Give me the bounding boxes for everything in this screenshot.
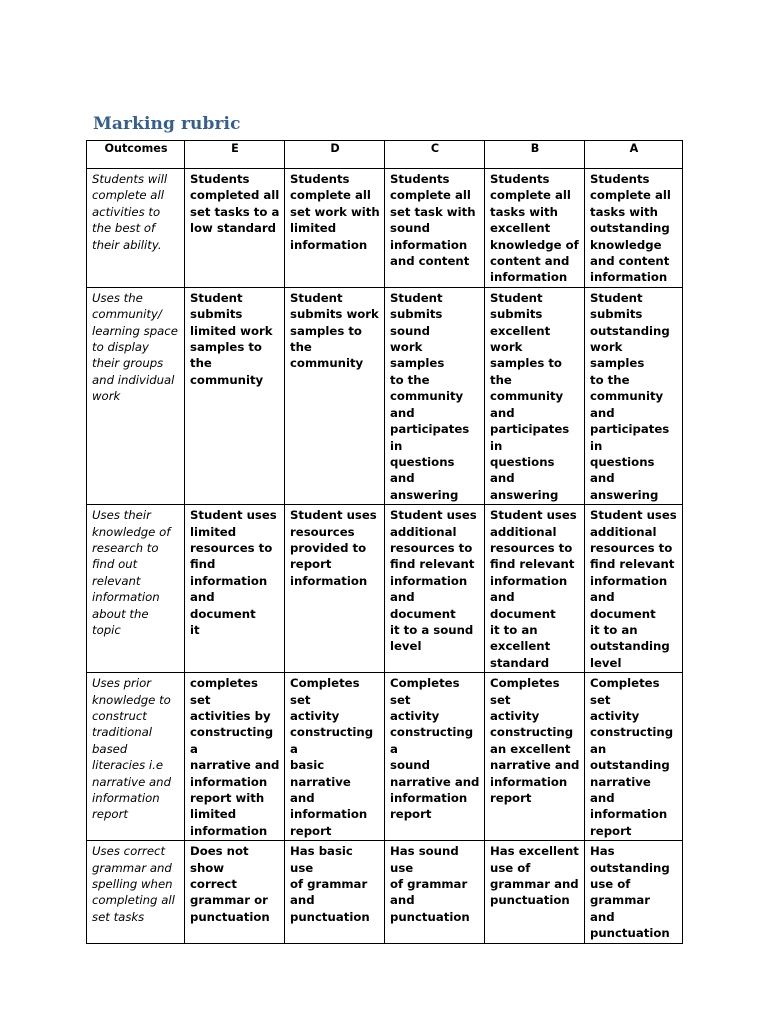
marking-rubric-table xyxy=(86,140,683,944)
grade-b-cell: Student uses additional resources to find relevant information and document it to an excellent standard xyxy=(485,505,585,673)
header-grade-a: A xyxy=(585,141,683,169)
outcome-cell: Uses correct grammar and spelling when completing all set tasks xyxy=(87,841,185,943)
grade-e-cell: Students completed all set tasks to a low standard xyxy=(185,169,285,288)
grade-d-cell: Student uses resources provided to report information xyxy=(285,505,385,673)
outcome-cell: Uses the community/ learning space to display their groups and individual work xyxy=(87,287,185,504)
grade-c-cell: Student uses additional resources to find relevant information and document it to a sound level xyxy=(385,505,485,673)
header-grade-b: B xyxy=(485,141,585,169)
outcome-cell: Students will complete all activities to the best of their ability. xyxy=(87,169,185,288)
outcome-cell: Uses their knowledge of research to find out relevant information about the topic xyxy=(87,505,185,673)
table-row xyxy=(87,287,683,504)
grade-e-cell: Student uses limited resources to find information and document it xyxy=(185,505,285,673)
grade-d-cell: Has basic use of grammar and punctuation xyxy=(285,841,385,943)
grade-e-cell: Student submits limited work samples to the community xyxy=(185,287,285,504)
grade-a-cell: Student uses additional resources to find relevant information and document it to an outstanding level xyxy=(585,505,683,673)
grade-c-cell: Students complete all set task with sound information and content xyxy=(385,169,485,288)
grade-b-cell: Completes set activity constructing an excellent narrative and information report xyxy=(485,673,585,841)
grade-d-cell: Students complete all set work with limited information xyxy=(285,169,385,288)
header-grade-c: C xyxy=(385,141,485,169)
grade-c-cell: Has sound use of grammar and punctuation xyxy=(385,841,485,943)
table-row xyxy=(87,673,683,841)
grade-a-cell: Student submits outstanding work samples to the community and participates in questions and answering xyxy=(585,287,683,504)
table-header-row xyxy=(87,141,683,169)
page-title: Marking rubric xyxy=(93,114,241,134)
outcome-cell: Uses prior knowledge to construct traditional based literacies i.e narrative and information report xyxy=(87,673,185,841)
grade-c-cell: Student submits sound work samples to the community and participates in questions and answering xyxy=(385,287,485,504)
grade-d-cell: Student submits work samples to the community xyxy=(285,287,385,504)
grade-e-cell: Does not show correct grammar or punctuation xyxy=(185,841,285,943)
grade-e-cell: completes set activities by constructing a narrative and information report with limited information xyxy=(185,673,285,841)
grade-a-cell: Students complete all tasks with outstanding knowledge and content information xyxy=(585,169,683,288)
header-grade-e: E xyxy=(185,141,285,169)
grade-b-cell: Student submits excellent work samples to the community and participates in questions and answering xyxy=(485,287,585,504)
table-row xyxy=(87,505,683,673)
grade-b-cell: Has excellent use of grammar and punctuation xyxy=(485,841,585,943)
header-outcomes: Outcomes xyxy=(87,141,185,169)
table-row xyxy=(87,169,683,288)
grade-a-cell: Has outstanding use of grammar and punctuation xyxy=(585,841,683,943)
grade-b-cell: Students complete all tasks with excellent knowledge of content and information xyxy=(485,169,585,288)
header-grade-d: D xyxy=(285,141,385,169)
grade-a-cell: Completes set activity constructing an outstanding narrative and information report xyxy=(585,673,683,841)
table-row xyxy=(87,841,683,943)
grade-d-cell: Completes set activity constructing a basic narrative and information report xyxy=(285,673,385,841)
grade-c-cell: Completes set activity constructing a sound narrative and information report xyxy=(385,673,485,841)
